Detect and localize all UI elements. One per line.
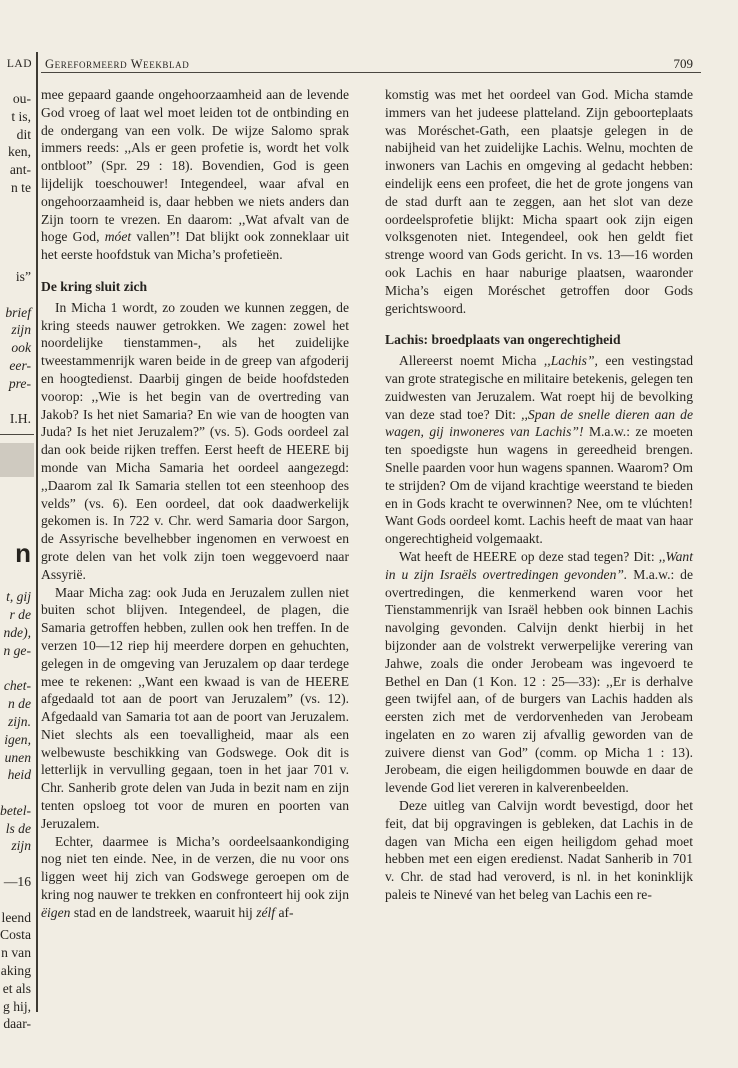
previous-page-line: n van <box>1 945 31 961</box>
previous-page-line <box>0 250 34 268</box>
previous-page-line: n te <box>10 179 31 195</box>
previous-page-line: brief <box>5 304 31 320</box>
paragraph: Wat heeft de HEERE op deze stad tegen? Dit: ,,Want in u zijn Israëls overtredingen gevonden”. M.a.w.: de overtredingen, die kenmerkend waren voor het Tienstammenrijk van Israël hebben ook binnen Lachis navolging gevonden. Calvijn denkt hierbij in het bijzonder aan de volstrekt verwerpelijke verering van Jahwe, zoals die onder Jerobeam was ingevoerd te Bethel en Dan (1 Kon. 12 : 25—33): ,,Er is derhalve geen twijfel aan, of de burgers van Lachis hadden als eersten zich met de verdorvenheden van Jerobeam ingelaten en zo waren zij afvallig geworden van de zuivere dienst van God” (comm. op Micha 1 : 13). Jerobeam, die eigen heiligdommen bouwde en daar de levende God liet vereren in kalverenbeelden. <box>385 548 693 796</box>
paragraph: Echter, daarmee is Micha’s oordeelsaankondiging nog niet ten einde. Nee, in de verzen, die nu voor ons liggen weet hij zich van Godswege geroepen om de kring nog nauwer te trekken en confronteert hij ook zijn ëigen stad en de landstreek, waaruit hij zélf af- <box>41 833 349 920</box>
previous-page-shaded-box <box>0 443 34 477</box>
column-gutter-rule <box>36 52 38 1012</box>
emphasis: móet <box>104 229 132 245</box>
previous-page-line: eer- <box>9 357 31 373</box>
previous-page-line: ant- <box>9 162 31 178</box>
previous-page-line: heid <box>7 767 31 783</box>
previous-page-line <box>0 784 34 802</box>
paragraph: mee gepaard gaande ongehoorzaamheid aan de levende God vroeg of laat wel moet leiden tot de ontbinding en de ondergang van een volk. De wijze Salomo sprak immers reeds: ,,Als er geen profetie is, wordt het volk ontbloot” (Spr. 29 : 18). Bovendien, God is geen lijdelijk toeschouwer! Integendeel, waar afval en ongehoorzaamheid is, daar hebben we niets anders dan Zijn toorn te vrezen. En daarom: ,,Wat afvalt van de hoge God, móet vallen”! Dat blijkt ook zonneklaar uit het eerste hoofdstuk van Micha’s profetieën. <box>41 87 349 263</box>
previous-page-line: chet- <box>3 678 31 694</box>
previous-page-line: aking <box>0 963 31 979</box>
previous-page-line: ken, <box>7 144 31 160</box>
previous-page-line: pre- <box>8 375 31 391</box>
previous-page-line: I.H. <box>9 411 31 427</box>
previous-page-line: zijn. <box>7 713 31 729</box>
previous-page-line: dit <box>16 126 31 142</box>
previous-page-line <box>0 660 34 678</box>
previous-page-line: n de <box>7 696 31 712</box>
previous-page-line: nde), <box>3 624 31 640</box>
previous-page-line: ook <box>11 340 31 356</box>
previous-page-column-fragment <box>0 60 34 1032</box>
previous-page-line <box>0 481 34 499</box>
emphasis: ,,Want in u zijn Israëls overtredingen gevonden”. <box>385 548 693 582</box>
previous-page-line: et als <box>2 980 31 996</box>
previous-page-line <box>0 197 34 215</box>
previous-page-line: igen, <box>4 731 31 747</box>
previous-page-line: betel- <box>0 802 31 818</box>
left-text-column <box>41 86 349 922</box>
previous-page-line: ls de <box>5 820 31 836</box>
previous-page-line: is” <box>15 268 31 284</box>
section-heading: De kring sluit zich <box>41 278 148 294</box>
previous-page-line <box>0 517 34 535</box>
previous-page-line <box>0 286 34 304</box>
paragraph: Deze uitleg van Calvijn wordt bevestigd, door het feit, dat bij opgravingen is gebleken, dat Lachis in de dagen van Micha een eigen heiligdom gehad moet hebben met een eigen eredienst. Nadat Sanherib in 701 v. Chr. de stad had veroverd, is nl. in het koninklijk paleis te Ninevé van het beleg van Lachis een re- <box>385 798 693 903</box>
previous-page-line: ou- <box>12 91 31 106</box>
previous-page-line <box>0 499 34 517</box>
emphasis: ëigen <box>41 904 71 920</box>
right-text-column <box>385 86 693 904</box>
previous-page-line: leend <box>1 909 31 925</box>
publication-title: Gereformeerd Weekblad <box>45 57 190 71</box>
previous-page-line: daar- <box>3 1016 31 1032</box>
previous-page-line: zijn <box>11 838 31 854</box>
page-number: 709 <box>673 56 693 71</box>
previous-page-header-fragment: LAD <box>6 58 32 70</box>
previous-page-line: r de <box>9 607 31 623</box>
emphasis: zélf <box>256 904 276 920</box>
paragraph: Maar Micha zag: ook Juda en Jeruzalem zullen niet buiten schot blijven. Integendeel, de plagen, die Samaria getroffen hebben, zullen ook hen treffen. In de verzen 10—12 riep hij meerdere dorpen en gehuchten, gelegen in de omgeving van Jeruzalem op daar terdege mee te rekenen: ,,Want een kwaad is van de HEERE afgedaald tot aan de poort van Jeruzalem” (vs. 12). Afgedaald van Samaria tot aan de poort van Jeruzalem. Niet slechts als een toevalligheid, maar als een welbewuste beschikking van Godswege. Ook dit is letterlijk in vervulling gegaan, toen in het jaar 701 v. Chr. Sanherib grote delen van Juda in bezit nam en zijn tenten opsloeg tot voor de muren en poorten van Jeruzalem. <box>41 584 349 831</box>
previous-page-line: zijn <box>11 322 31 338</box>
previous-page-line: —16 <box>3 874 31 890</box>
previous-page-line: t is, <box>11 108 31 124</box>
paragraph: In Micha 1 wordt, zo zouden we kunnen zeggen, de kring steeds nauwer getrokken. We zagen: zowel het noordelijke tienstammen-, als het zuidelijke tweestammenrijk waren beide in de greep van afgoderij en hoogtedienst. Daarbij gingen de beide hoofdsteden voorop: ,,Wie is het begin van de overtreding van Jakob? Is het niet Samaria? En wie van de hoogten van Juda? Is het niet Jeruzalem?” (vs. 5). Gods oordeel zal dan ook beide rijken treffen. Eerst heeft de HEERE bij monde van Micha Samaria het oordeel aangezegd: ,,Daarom zal Ik Samaria stellen tot een steenhoop des velds” (vs. 6). Een oordeel, dat ook daadwerkelijk gekomen is. In 722 v. Chr. werd Samaria door Sargon, de Assyrische bevelhebber ingenomen en verwoest en grote delen van het volk zijn toen weggevoerd naar Assyrië. <box>41 299 349 582</box>
paragraph: komstig was met het oordeel van God. Micha stamde immers van het judeese platteland. Zijn geboorteplaats was Moréschet-Gath, een plaatsje gelegen in de nabijheid van het zuidelijke Lachis. Welnu, mochten de inwoners van Lachis en omgeving al gedacht hebben: eindelijk eens een profeet, die het de grote jongens van de stad durft aan te zeggen, aan het slot van deze oordeelsprofetie blijkt: Micha spaart ook zijn eigen volksgenoten niet. Integendeel, ook hen geldt fiet strenge woord van Gods gericht. In vs. 13—16 worden ook Lachis en haar naburige plaatsen, waaronder Micha’s eigen Moréschet getroffen door Gods gerichtswoord. <box>385 87 693 316</box>
emphasis: ,,Lachis”, <box>543 353 598 369</box>
previous-page-line <box>0 215 34 233</box>
previous-page-line <box>0 393 34 411</box>
previous-page-line <box>0 232 34 250</box>
emphasis: ,,Span de snelle dieren aan de wagen, gij inwoneres van Lachis”! <box>385 406 693 440</box>
previous-page-line: Costa <box>0 927 31 943</box>
previous-page-line: n ge- <box>3 642 31 658</box>
running-header <box>41 52 701 73</box>
section-heading: Lachis: broedplaats van ongerechtigheid <box>385 332 621 348</box>
paragraph: Allereerst noemt Micha ,,Lachis”, een vestingstad van grote strategische en militaire betekenis, gelegen ten zuidwesten van Jeruzalem. Wat roept hij de bevolking van deze stad toe? Dit: ,,Span de snelle dieren aan de wagen, gij inwoneres van Lachis”! M.a.w.: ze moeten ten spoedigste hun wagens in gereedheid brengen. Snelle paarden voor hun wagens spannen. Waarom? Om te strijden? Om de vijand krachtige weerstand te bieden en in Gods kracht te overwinnen? Nee, om te vlúchten! Want Gods oordeel komt. Lachis heeft de maat van haar ongerechtigheid volgemaakt. <box>385 353 694 547</box>
previous-page-line: n <box>15 537 31 568</box>
previous-page-line <box>0 855 34 873</box>
previous-page-line: g hij, <box>3 998 31 1014</box>
previous-page-line <box>0 571 34 589</box>
previous-page-line <box>0 891 34 909</box>
previous-page-line: t, gij <box>6 589 31 605</box>
previous-page-rule <box>0 434 34 439</box>
previous-page-line: unen <box>4 749 31 765</box>
